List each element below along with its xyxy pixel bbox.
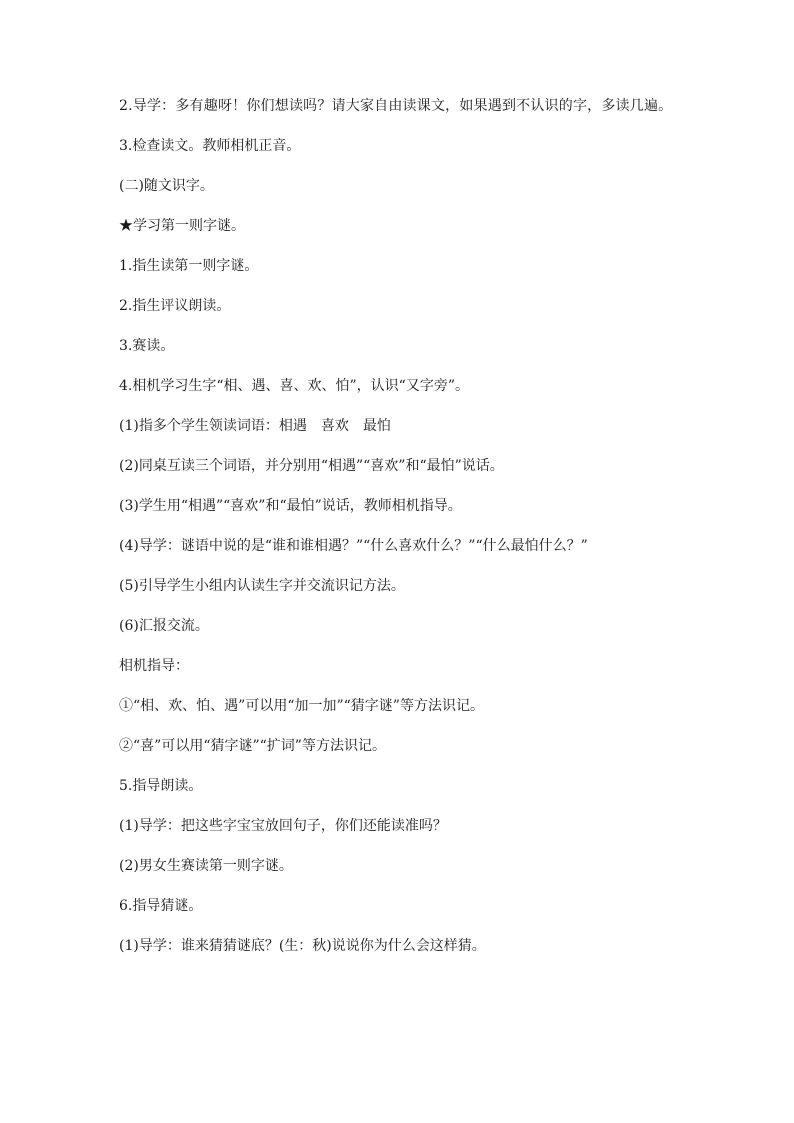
paragraph-11: (3)学生用“相遇”“喜欢”和“最怕”说话，教师相机指导。 [119, 498, 462, 514]
paragraph-17: ②“喜”可以用“猜字谜”“扩词”等方法识记。 [119, 738, 386, 754]
paragraph-21: 6.指导猜谜。 [119, 898, 203, 914]
paragraph-12: (4)导学：谜语中说的是“谁和谁相遇？”“什么喜欢什么？”“什么最怕什么？” [119, 538, 588, 554]
paragraph-14: (6)汇报交流。 [119, 618, 209, 634]
paragraph-10: (2)同桌互读三个词语，并分别用“相遇”“喜欢”和“最怕”说话。 [119, 458, 504, 474]
paragraph-16: ①“相、欢、怕、遇”可以用“加一加”“猜字谜”等方法识记。 [119, 698, 484, 714]
paragraph-5: 1.指生读第一则字谜。 [119, 258, 259, 274]
paragraph-4: ★学习第一则字谜。 [119, 218, 245, 234]
paragraph-19: (1)导学：把这些字宝宝放回句子，你们还能读准吗？ [119, 818, 447, 834]
paragraph-9: (1)指多个学生领读词语：相遇 喜欢 最怕 [119, 418, 391, 434]
paragraph-18: 5.指导朗读。 [119, 778, 203, 794]
paragraph-2: 3.检查读文。教师相机正音。 [119, 138, 301, 154]
paragraph-13: (5)引导学生小组内认读生字并交流识记方法。 [119, 578, 405, 594]
paragraph-20: (2)男女生赛读第一则字谜。 [119, 858, 293, 874]
document-body [119, 96, 695, 976]
paragraph-15: 相机指导： [119, 658, 189, 674]
paragraph-22: (1)导学：谁来猜猜谜底？(生：秋)说说你为什么会这样猜。 [119, 938, 486, 954]
paragraph-3: (二)随文识字。 [119, 178, 214, 194]
paragraph-8: 4.相机学习生字“相、遇、喜、欢、怕”，认识“又字旁”。 [119, 378, 469, 394]
paragraph-7: 3.赛读。 [119, 338, 175, 354]
paragraph-6: 2.指生评议朗读。 [119, 298, 231, 314]
paragraph-1: 2.导学：多有趣呀！你们想读吗？请大家自由读课文，如果遇到不认识的字，多读几遍。 [119, 98, 673, 114]
